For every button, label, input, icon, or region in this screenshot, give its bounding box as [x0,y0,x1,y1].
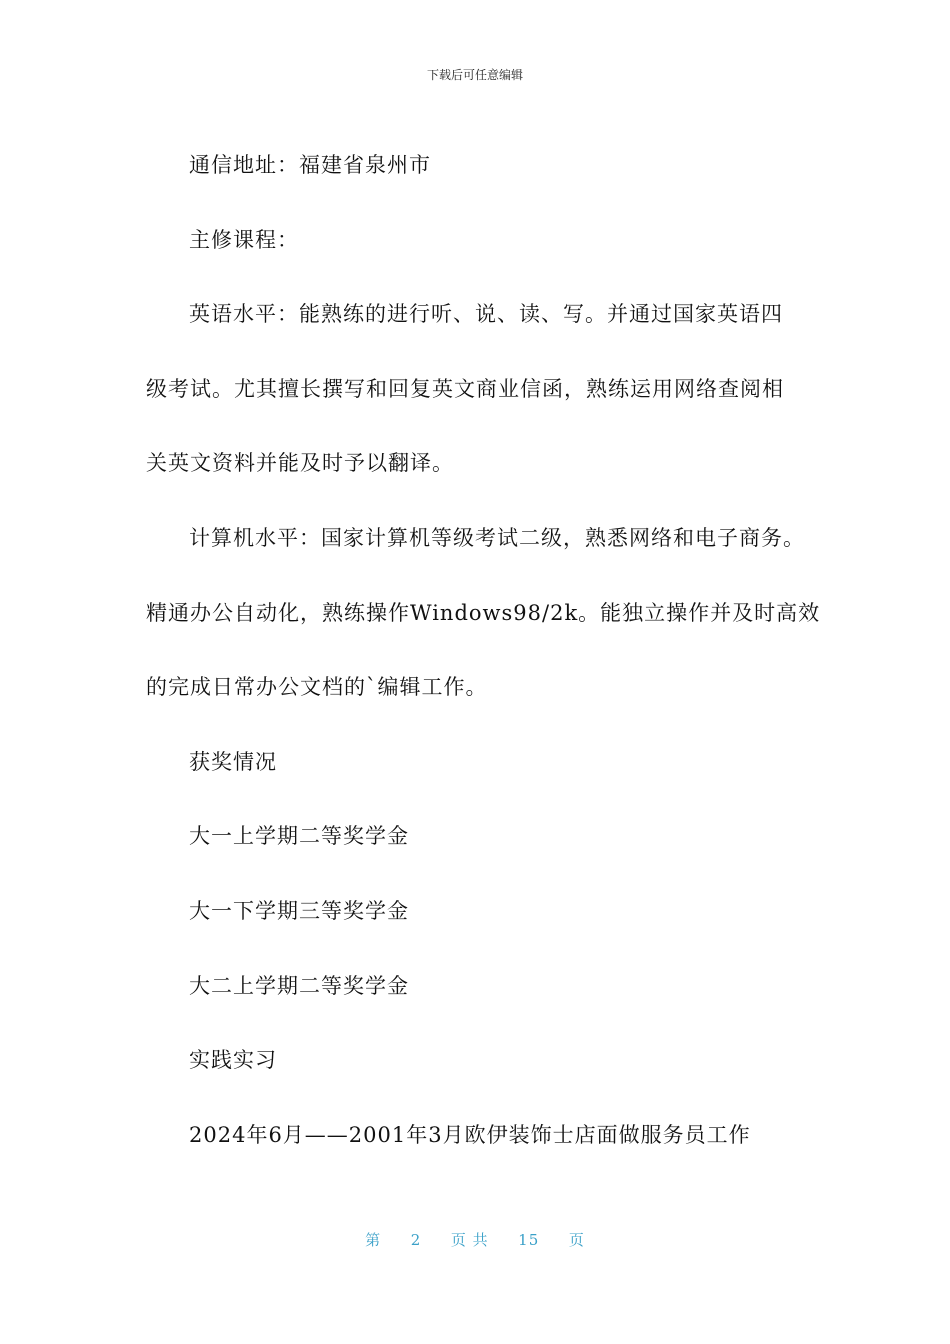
total-pages-number: 15 [518,1231,540,1249]
english-level-line-3: 关英文资料并能及时予以翻译。 [146,451,454,476]
english-level-line-2: 级考试。尤其擅长撰写和回复英文商业信函，熟练运用网络查阅相 [146,376,784,401]
award-item: 大一上学期二等奖学金 [189,824,409,849]
practice-heading: 实践实习 [189,1048,277,1073]
address-line: 通信地址：福建省泉州市 [189,153,431,177]
practice-item: 2024年6月——2001年3月欧伊装饰士店面做服务员工作 [189,1122,751,1147]
page-header: 下载后可任意编辑 [426,68,523,82]
award-item: 大二上学期二等奖学金 [189,973,409,998]
page-mid-text: 页 共 [450,1231,489,1249]
award-item: 大一下学期三等奖学金 [189,898,409,923]
page-suffix: 页 [568,1231,585,1249]
courses-line: 主修课程： [189,227,299,252]
computer-level-line-1: 计算机水平：国家计算机等级考试二级，熟悉网络和电子商务。 [189,525,805,550]
page-footer [0,1230,950,1250]
computer-level-line-3: 的完成日常办公文档的`编辑工作。 [146,675,488,700]
computer-level-line-2: 精通办公自动化，熟练操作Windows98/2k。能独立操作并及时高效 [146,600,821,625]
current-page-number: 2 [410,1231,422,1249]
page-prefix: 第 [365,1231,382,1249]
document-body [146,128,821,1172]
awards-heading: 获奖情况 [189,749,277,774]
english-level-line-1: 英语水平：能熟练的进行听、说、读、写。并通过国家英语四 [189,302,783,327]
